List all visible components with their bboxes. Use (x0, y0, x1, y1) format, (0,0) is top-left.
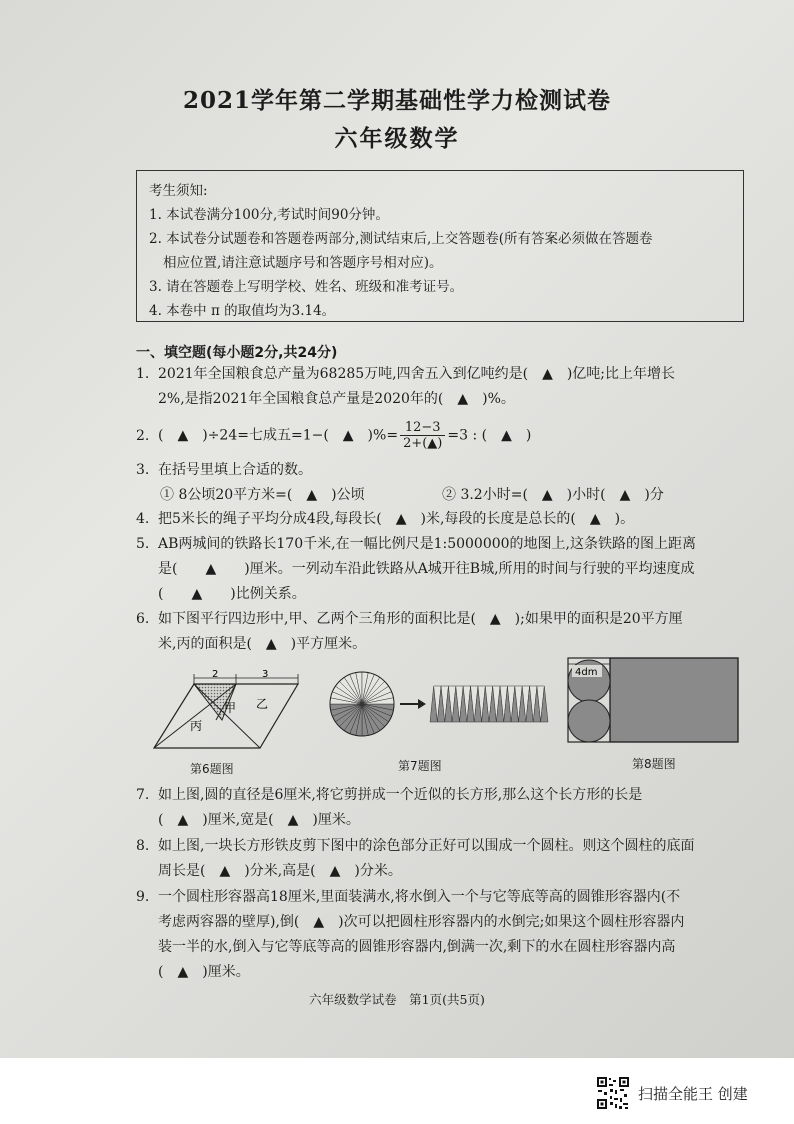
question-text: =3 : ( ▲ ) (447, 427, 532, 444)
question-text: 考虑两容器的壁厚),倒( ▲ )次可以把圆柱形容器内的水倒完;如果这个圆柱形容器内 (158, 914, 685, 930)
question-text: 一个圆柱形容器高18厘米,里面装满水,将水倒入一个与它等底等高的圆锥形容器内(不 (158, 889, 681, 905)
question-number: 1. (136, 366, 150, 382)
question-2 (136, 420, 756, 451)
question-text: 是( ▲ )厘米。一列动车沿此铁路从A城开往B城,所用的时间与行驶的平均速度成 (158, 561, 695, 577)
figure-7-circle-to-rectangle (326, 668, 556, 748)
notice-heading: 考生须知: (149, 183, 208, 199)
figure-8-sheet (566, 656, 742, 744)
question-number: 8. (136, 838, 150, 854)
segment-label-3: 3 (262, 669, 269, 680)
cylinder-side-rect (610, 658, 738, 742)
fraction-numerator: 12−3 (400, 420, 445, 436)
question-7 (136, 783, 756, 833)
qr-code-icon (596, 1076, 630, 1110)
notice-box (136, 170, 744, 322)
question-4 (136, 507, 756, 532)
question-text: ( ▲ )比例关系。 (158, 586, 306, 602)
question-number: 4. (136, 511, 150, 527)
question-number: 5. (136, 536, 150, 552)
question-9 (136, 885, 756, 985)
question-3 (136, 458, 756, 508)
question-8 (136, 834, 756, 884)
dimension-label: 4dm (575, 667, 598, 678)
question-text: 如上图,圆的直径是6厘米,将它剪拼成一个近似的长方形,那么这个长方形的长是 (158, 787, 643, 803)
question-number: 2. (136, 427, 150, 444)
question-number: 3. (136, 462, 150, 478)
question-number: 7. (136, 787, 150, 803)
question-6 (136, 607, 756, 657)
question-text: AB两城间的铁路长170千米,在一幅比例尺是1:5000000的地图上,这条铁路的图上距离 (158, 536, 696, 552)
figure-8-caption: 第8题图 (632, 757, 676, 771)
question-number: 9. (136, 889, 150, 905)
notice-item: 1. 本试卷满分100分,考试时间90分钟。 (149, 207, 389, 223)
sub-question: ① 8公顷20平方米=( ▲ )公顷 (160, 487, 365, 503)
question-text: 如下图平行四边形中,甲、乙两个三角形的面积比是( ▲ );如果甲的面积是20平方厘 (158, 611, 683, 627)
notice-item: 3. 请在答题卷上写明学校、姓名、班级和准考证号。 (149, 279, 464, 295)
sub-question: ② 3.2小时=( ▲ )小时( ▲ )分 (442, 487, 664, 503)
notice-item: 4. 本卷中 π 的取值均为3.14。 (149, 303, 336, 319)
notice-item: 相应位置,请注意试题序号和答题序号相对应)。 (163, 255, 443, 271)
arrow-head (418, 699, 426, 709)
exam-subtitle: 六年级数学 (334, 125, 460, 152)
question-text: 米,丙的面积是( ▲ )平方厘米。 (158, 636, 367, 652)
label-bing: 丙 (190, 719, 203, 733)
fraction-denominator: 2+(▲) (403, 436, 443, 451)
exam-title: 2021学年第二学期基础性学力检测试卷 (182, 87, 611, 114)
label-jia: 甲 (224, 701, 237, 715)
question-5 (136, 532, 756, 607)
figure-7-caption: 第7题图 (398, 759, 442, 773)
fraction (400, 420, 445, 451)
segment-label-2: 2 (212, 669, 219, 680)
figure-6-caption: 第6题图 (190, 762, 234, 776)
watermark-text: 扫描全能王 创建 (638, 1084, 748, 1103)
page-footer: 六年级数学试卷 第1页(共5页) (309, 992, 485, 1007)
label-yi: 乙 (256, 697, 269, 711)
question-text: ( ▲ )÷24=七成五=1−( ▲ )%= (158, 427, 399, 444)
figure-6-parallelogram (150, 668, 310, 754)
question-text: ( ▲ )厘米。 (158, 964, 250, 980)
question-text: 装一半的水,倒入与它等底等高的圆锥形容器内,倒满一次,剩下的水在圆柱形容器内高 (158, 939, 676, 955)
notice-item: 2. 本试卷分试题卷和答题卷两部分,测试结束后,上交答题卷(所有答案必须做在答题卷 (149, 231, 653, 247)
question-number: 6. (136, 611, 150, 627)
question-1 (136, 362, 756, 412)
scanner-watermark (596, 1075, 748, 1111)
question-text: 如上图,一块长方形铁皮剪下图中的涂色部分正好可以围成一个圆柱。则这个圆柱的底面 (158, 838, 695, 854)
question-text: 周长是( ▲ )分米,高是( ▲ )分米。 (158, 863, 402, 879)
question-text: 2021年全国粮食总产量为68285万吨,四舍五入到亿吨约是( ▲ )亿吨;比上年增长 (158, 366, 676, 382)
section-heading: 一、填空题(每小题2分,共24分) (136, 345, 338, 361)
question-text: 2%,是指2021年全国粮食总产量是2020年的( ▲ )%。 (158, 391, 515, 407)
question-text: 把5米长的绳子平均分成4段,每段长( ▲ )米,每段的长度是总长的( ▲ )。 (158, 511, 635, 527)
question-text: 在括号里填上合适的数。 (158, 462, 312, 478)
question-text: ( ▲ )厘米,宽是( ▲ )厘米。 (158, 812, 360, 828)
cylinder-base-circle-bottom (568, 700, 610, 742)
